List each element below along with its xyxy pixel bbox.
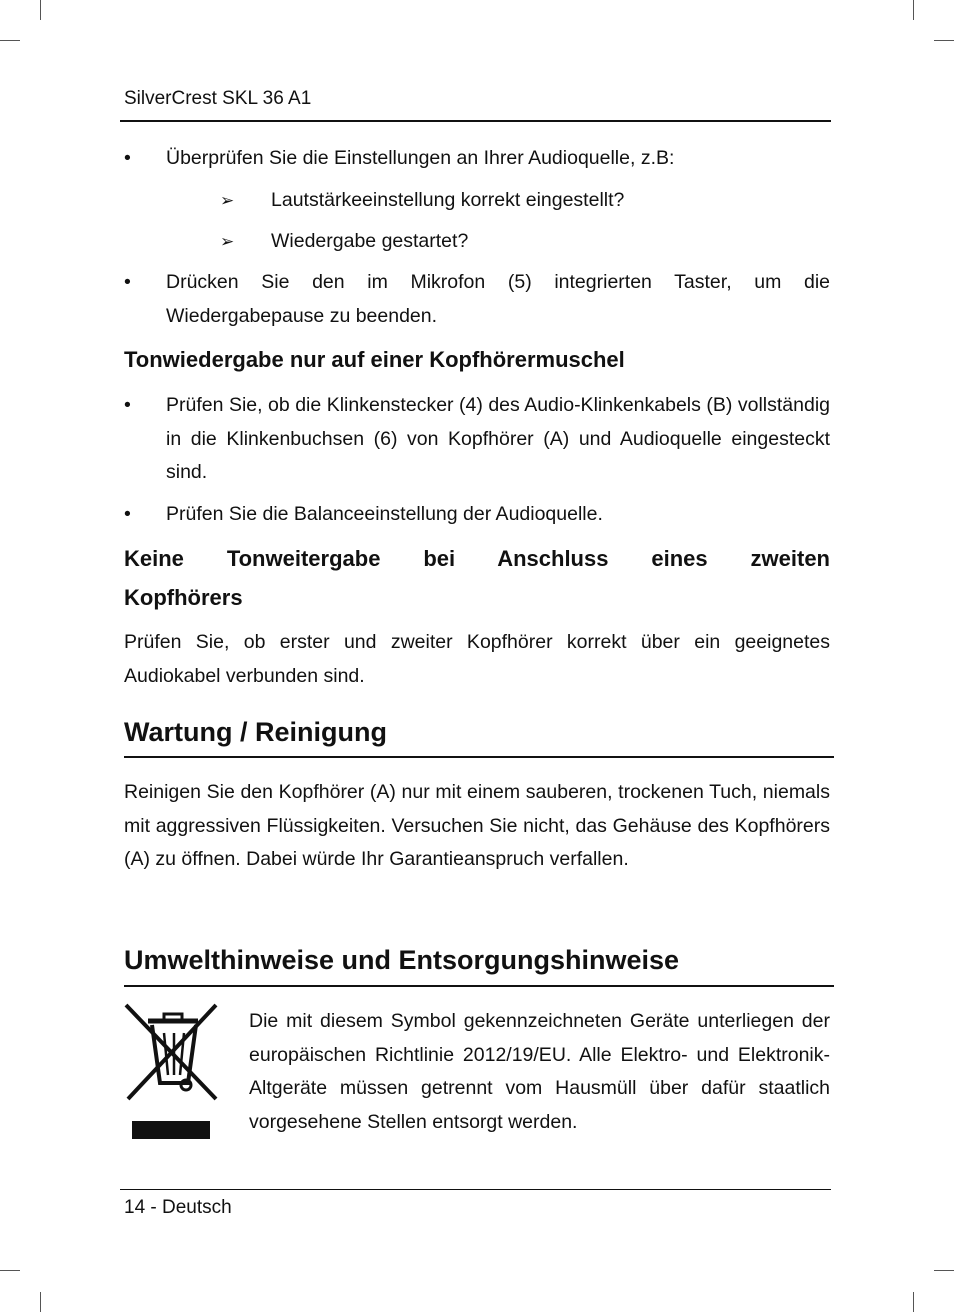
crop-mark — [40, 1292, 41, 1312]
section-heading: Tonwiedergabe nur auf einer Kopfhörermuschel — [124, 347, 625, 372]
sub-list-item-text: Wiedergabe gestartet? — [271, 230, 469, 252]
heading-rule — [124, 756, 834, 758]
crop-mark — [40, 0, 41, 20]
crop-mark — [913, 1292, 914, 1312]
crop-mark — [913, 0, 914, 20]
section-heading-continued: Kopfhörers — [124, 585, 243, 610]
list-item-text: Prüfen Sie die Balanceeinstellung der Audioquelle. — [166, 503, 603, 525]
crop-mark — [0, 40, 20, 41]
footer-rule — [120, 1189, 831, 1190]
page-footer-label: 14 - Deutsch — [124, 1197, 232, 1218]
section-heading: Keine Tonweitergabe bei Anschluss eines zweiten — [124, 546, 830, 571]
bullet-icon: • — [124, 147, 131, 169]
crop-mark — [934, 40, 954, 41]
crop-mark — [0, 1270, 20, 1271]
bullet-icon: • — [124, 271, 131, 293]
sub-list-item-text: Lautstärkeeinstellung korrekt eingestellt? — [271, 189, 625, 211]
weee-crossed-bin-icon — [124, 1003, 220, 1143]
list-item-text: Überprüfen Sie die Einstellungen an Ihrer Audioquelle, z.B: — [166, 147, 675, 169]
bullet-icon: • — [124, 394, 131, 416]
crop-mark — [934, 1270, 954, 1271]
chapter-heading: Umwelthinweise und Entsorgungshinweise — [124, 945, 680, 975]
arrow-bullet-icon: ➢ — [220, 232, 235, 251]
paragraph: Reinigen Sie den Kopfhörer (A) nur mit einem sauberen, trockenen Tuch, niemals mit aggressiven Flüssigkeiten. Versuchen Sie nicht, das Gehäuse des Kopfhörers (A) zu öffnen. Dabei würde Ihr Garantieanspruch verfallen. — [124, 781, 830, 870]
list-item-text: Prüfen Sie, ob die Klinkenstecker (4) des Audio-Klinkenkabels (B) vollständig in die Klinkenbuchsen (6) von Kopfhörer (A) und Audioquelle eingesteckt sind. — [166, 394, 830, 483]
page-header-title: SilverCrest SKL 36 A1 — [124, 88, 312, 109]
bullet-icon: • — [124, 503, 131, 525]
paragraph: Prüfen Sie, ob erster und zweiter Kopfhörer korrekt über ein geeignetes Audiokabel verbunden sind. — [124, 631, 830, 687]
disposal-paragraph: Die mit diesem Symbol gekennzeichneten Geräte unterliegen der europäischen Richtlinie 2012/19/EU. Alle Elektro- und Elektronik-Altgeräte müssen getrennt vom Hausmüll über dafür staatlich vorgesehene Stellen entsorgt werden. — [249, 1010, 830, 1133]
heading-rule — [124, 985, 834, 987]
arrow-bullet-icon: ➢ — [220, 191, 235, 210]
chapter-heading: Wartung / Reinigung — [124, 717, 387, 747]
header-rule — [120, 120, 831, 122]
list-item-text: Drücken Sie den im Mikrofon (5) integrierten Taster, um die Wiedergabepause zu beenden. — [166, 271, 830, 327]
